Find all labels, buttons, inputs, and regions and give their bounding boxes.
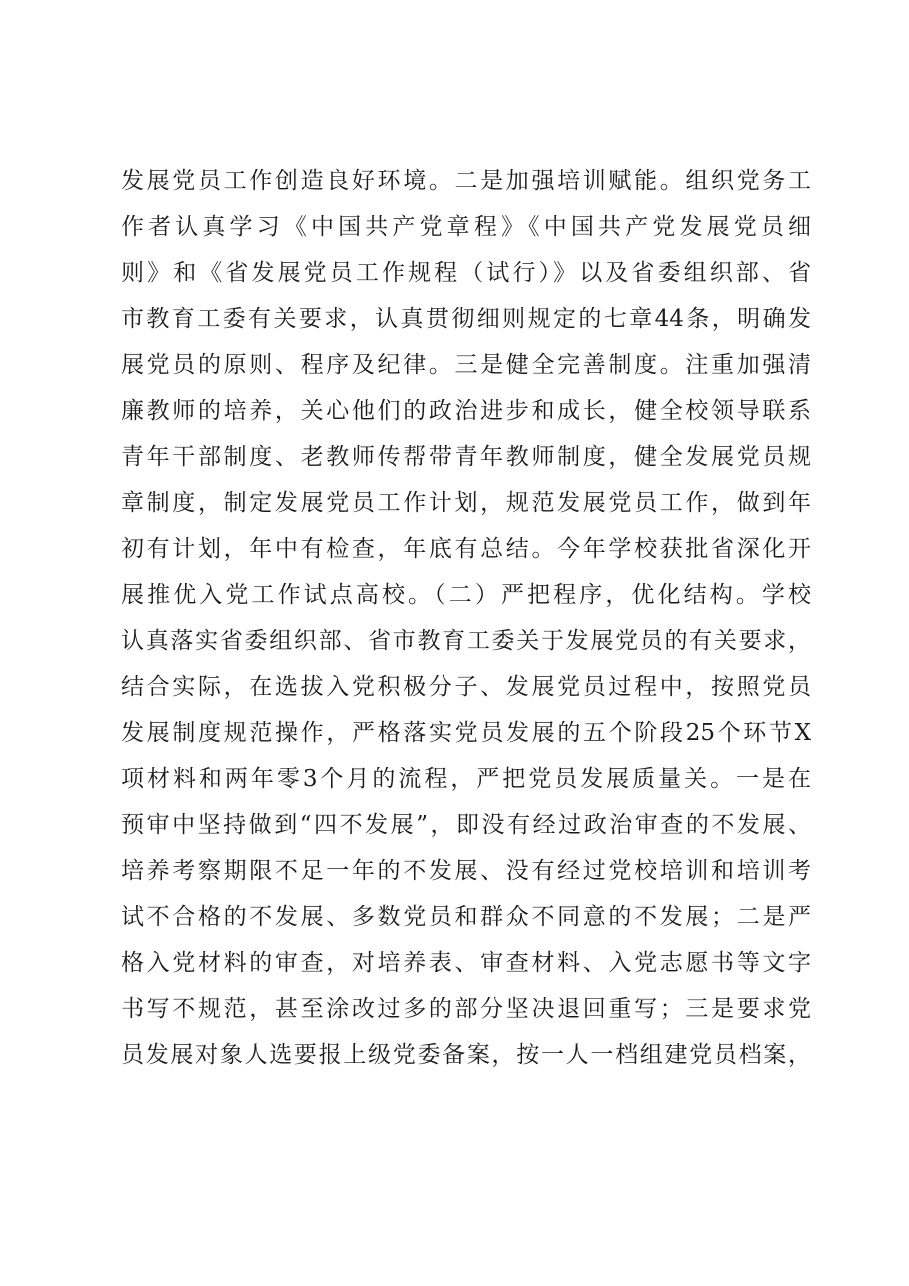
text-line: 则》和《省发展党员工作规程（试行）》以及省委组织部、省 [121, 260, 811, 286]
text-line: 员发展对象人选要报上级党委备案，按一人一档组建党员档案， [121, 1042, 811, 1068]
text-line: 廉教师的培养，关心他们的政治进步和成长，健全校领导联系 [121, 398, 811, 424]
text-line: 项材料和两年零3个月的流程，严把党员发展质量关。一是在 [121, 766, 811, 792]
text-line: 认真落实省委组织部、省市教育工委关于发展党员的有关要求， [121, 628, 811, 654]
text-line: 初有计划，年中有检查，年底有总结。今年学校获批省深化开 [121, 536, 811, 562]
text-line: 格入党材料的审查，对培养表、审查材料、入党志愿书等文字 [121, 950, 811, 976]
text-line: 书写不规范，甚至涂改过多的部分坚决退回重写；三是要求党 [121, 996, 811, 1022]
text-line: 发展党员工作创造良好环境。二是加强培训赋能。组织党务工 [121, 168, 811, 194]
text-line: 展推优入党工作试点高校。（二）严把程序，优化结构。学校 [121, 582, 811, 608]
text-line: 章制度，制定发展党员工作计划，规范发展党员工作，做到年 [121, 490, 811, 516]
text-line: 培养考察期限不足一年的不发展、没有经过党校培训和培训考 [121, 858, 811, 884]
text-line: 试不合格的不发展、多数党员和群众不同意的不发展；二是严 [121, 904, 811, 930]
text-line: 发展制度规范操作，严格落实党员发展的五个阶段25个环节X [121, 720, 811, 746]
text-line: 预审中坚持做到“四不发展”，即没有经过政治审查的不发展、 [121, 812, 811, 838]
text-line: 市教育工委有关要求，认真贯彻细则规定的七章44条，明确发 [121, 306, 811, 332]
text-line: 展党员的原则、程序及纪律。三是健全完善制度。注重加强清 [121, 352, 811, 378]
body-paragraph [121, 158, 811, 1078]
text-line: 青年干部制度、老教师传帮带青年教师制度，健全发展党员规 [121, 444, 811, 470]
text-line: 结合实际，在选拔入党积极分子、发展党员过程中，按照党员 [121, 674, 811, 700]
text-line: 作者认真学习《中国共产党章程》《中国共产党发展党员细 [121, 214, 811, 240]
